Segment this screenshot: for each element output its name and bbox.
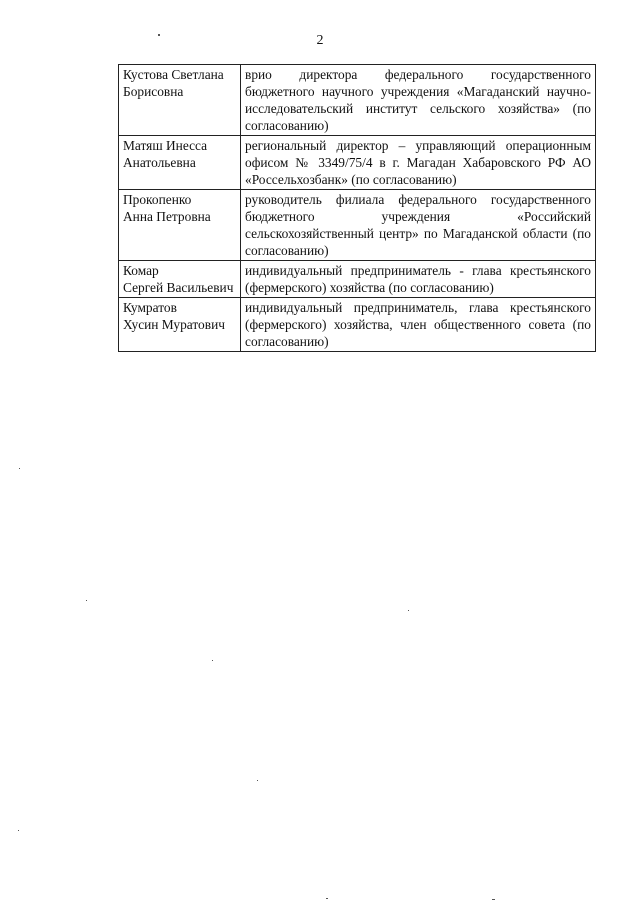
member-role: индивидуальный предприниматель, глава крестьянского (фермерского) хозяйства, член общественного совета (по согласованию): [241, 298, 596, 352]
member-name-line1: Кумратов: [123, 300, 177, 315]
scan-speck: [408, 610, 409, 611]
member-role: врио директора федерального государственного бюджетного научного учреждения «Магаданский научно-исследовательский институт сельского хозяйства» (по согласованию): [241, 65, 596, 136]
scan-speck: [18, 830, 19, 831]
member-name-cell: [119, 136, 241, 190]
scan-speck: [492, 899, 495, 900]
member-name-line1: Кустова Светлана: [123, 67, 224, 82]
member-name-cell: [119, 298, 241, 352]
member-name-line1: Комар: [123, 263, 159, 278]
table-row: [119, 65, 596, 136]
members-table: [118, 64, 596, 352]
member-name-line2: Борисовна: [123, 84, 184, 99]
member-role: индивидуальный предприниматель - глава крестьянского (фермерского) хозяйства (по согласованию): [241, 261, 596, 298]
table-row: [119, 190, 596, 261]
scan-speck: [212, 660, 213, 661]
table-row: [119, 298, 596, 352]
member-name-line2: Хусин Муратович: [123, 317, 225, 332]
member-name-line2: Анатольевна: [123, 155, 196, 170]
member-name-cell: [119, 65, 241, 136]
scan-speck: [257, 780, 258, 781]
member-name-line1: Матяш Инесса: [123, 138, 208, 153]
table-row: [119, 261, 596, 298]
member-name-cell: [119, 261, 241, 298]
page-number: 2: [316, 33, 324, 48]
scan-speck: [158, 34, 160, 36]
table-row: [119, 136, 596, 190]
member-name-line2: Сергей Васильевич: [123, 280, 234, 295]
member-name-cell: [119, 190, 241, 261]
member-role: региональный директор – управляющий операционным офисом № 3349/75/4 в г. Магадан Хабаровского РФ АО «Россельхозбанк» (по согласованию): [241, 136, 596, 190]
member-name-line2: Анна Петровна: [123, 209, 211, 224]
scan-speck: [326, 898, 328, 899]
scan-speck: [19, 468, 20, 469]
scan-speck: [86, 600, 87, 601]
member-name-line1: Прокопенко: [123, 192, 192, 207]
member-role: руководитель филиала федерального государственного бюджетного учреждения «Российский сельскохозяйственный центр» по Магаданской области (по согласованию): [241, 190, 596, 261]
